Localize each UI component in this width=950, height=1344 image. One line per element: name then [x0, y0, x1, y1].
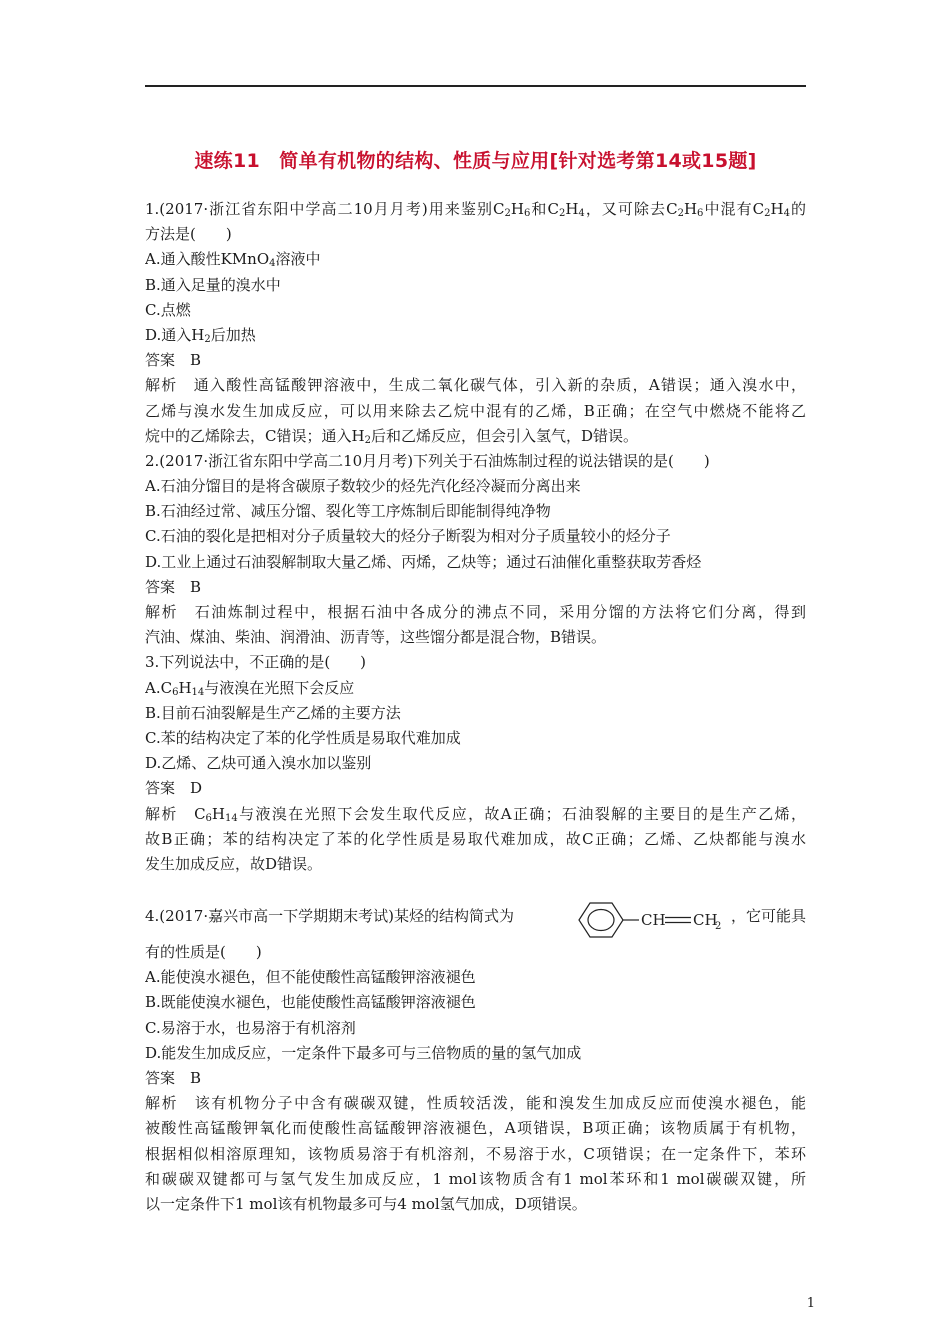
q3-option-a: $A.C_6H_{14}$与液溴在光照下会反应 [145, 678, 355, 698]
q1-explanation-line3: 烷中的乙烯除去，C错误；通入$H_2$后和乙烯反应，但会引入氢气，D错误。 [145, 426, 638, 446]
q3-option-c: C.苯的结构决定了苯的化学性质是易取代难加成 [145, 728, 461, 747]
benzene-ring [579, 903, 623, 937]
q1-explanation-line1: 解析 通入酸性高锰酸钾溶液中，生成二氧化碳气体，引入新的杂质，A错误；通入溴水中， [145, 376, 806, 395]
ch-label: CH [641, 911, 666, 930]
q4-explanation-line4: 和碳碳双键都可与氢气发生加成反应，1 mol该物质含有1 mol苯环和1 mol碳碳双键，所 [145, 1169, 806, 1188]
q3-explanation-line3: 发生加成反应，故D错误。 [145, 854, 323, 873]
q1-option-a: A.通入酸性KMnO$_4$溶液中 [145, 250, 321, 270]
q4-option-a: A.能使溴水褪色，但不能使酸性高锰酸钾溶液褪色 [145, 968, 476, 987]
q3-answer: 答案 D [145, 779, 203, 798]
q1-answer: 答案 B [145, 351, 202, 370]
page-number: 1 [806, 1296, 815, 1311]
q4-option-c: C.易溶于水，也易溶于有机溶剂 [145, 1018, 356, 1037]
header-rule [145, 85, 806, 87]
document-body [145, 197, 806, 1217]
q2-option-b: B.石油经过常、减压分馏、裂化等工序炼制后即能制得纯净物 [145, 502, 551, 521]
q1-stem-line2: 方法是( ) [145, 225, 232, 244]
q4-option-b: B.既能使溴水褪色，也能使酸性高锰酸钾溶液褪色 [145, 993, 476, 1012]
q1-stem-line1: 1.(2017·浙江省东阳中学高二10月月考)用来鉴别$C_2H_6$和$C_2H_4$，又可除去$C_2H_6$中混有$C_2H_4$的 [145, 200, 806, 219]
q1-option-b: B.通入足量的溴水中 [145, 275, 281, 294]
q2-stem: 2.(2017·浙江省东阳中学高二10月月考)下列关于石油炼制过程的说法错误的是( ) [145, 451, 710, 470]
ch2-label: CH [693, 911, 718, 930]
q4-stem-line2: 有的性质是( ) [145, 943, 262, 962]
benzene-aromatic-circle [588, 910, 614, 931]
q1-option-c: C.点燃 [145, 300, 191, 319]
q4-option-d: D.能发生加成反应，一定条件下最多可与三倍物质的量的氢气加成 [145, 1043, 582, 1062]
q2-option-c: C.石油的裂化是把相对分子质量较大的烃分子断裂为相对分子质量较小的烃分子 [145, 527, 671, 546]
page-title: 速练11 简单有机物的结构、性质与应用[针对选考第14或15题] [194, 150, 757, 172]
q1-option-d: D.通入$H_2$后加热 [145, 325, 256, 345]
q2-explanation-line1: 解析 石油炼制过程中，根据石油中各成分的沸点不同，采用分馏的方法将它们分离，得到 [145, 603, 806, 621]
q3-explanation-line1: 解析 $C_6H_{14}$与液溴在光照下会发生取代反应，故A正确；石油裂解的主要目的是生产乙烯， [145, 804, 806, 824]
q1-explanation-line2: 乙烯与溴水发生加成反应，可以用来除去乙烷中混有的乙烯，B正确；在空气中燃烧不能将乙 [145, 401, 806, 420]
q4-stem-line1: 4.(2017·嘉兴市高一下学期期末考试)某烃的结构简式为 CH CH 2 ，它可能具 [145, 900, 806, 940]
q2-option-d: D.工业上通过石油裂解制取大量乙烯、丙烯，乙炔等；通过石油催化重整获取芳香烃 [145, 552, 702, 571]
q4-explanation-line5: 以一定条件下1 mol该有机物最多可与4 mol氢气加成，D项错误。 [145, 1194, 587, 1213]
q2-answer: 答案 B [145, 577, 202, 596]
q3-option-b: B.目前石油裂解是生产乙烯的主要方法 [145, 703, 401, 722]
styrene-structure [567, 900, 862, 940]
q3-stem: 3.下列说法中，不正确的是( ) [145, 653, 367, 672]
q4-explanation-line1: 解析 该有机物分子中含有碳碳双键，性质较活泼，能和溴发生加成反应而使溴水褪色，能 [145, 1094, 806, 1113]
q2-option-a: A.石油分馏目的是将含碳原子数较少的烃先汽化经冷凝而分离出来 [145, 477, 581, 496]
q4-explanation-line3: 根据相似相溶原理知，该物质易溶于有机溶剂，不易溶于水，C项错误；在一定条件下，苯环 [145, 1144, 806, 1163]
q2-explanation-line2: 汽油、煤油、柴油、润滑油、沥青等，这些馏分都是混合物，B错误。 [145, 628, 607, 647]
q3-option-d: D.乙烯、乙炔可通入溴水加以鉴别 [145, 754, 372, 773]
q3-explanation-line2: 故B正确；苯的结构决定了苯的化学性质是易取代难加成，故C正确；乙烯、乙炔都能与溴水 [145, 829, 806, 848]
q4-explanation-line2: 被酸性高锰酸钾氧化而使酸性高锰酸钾溶液褪色，A项错误，B项正确；该物质属于有机物， [145, 1119, 806, 1138]
q4-answer: 答案 B [145, 1069, 202, 1087]
ch2-subscript: 2 [715, 921, 722, 933]
